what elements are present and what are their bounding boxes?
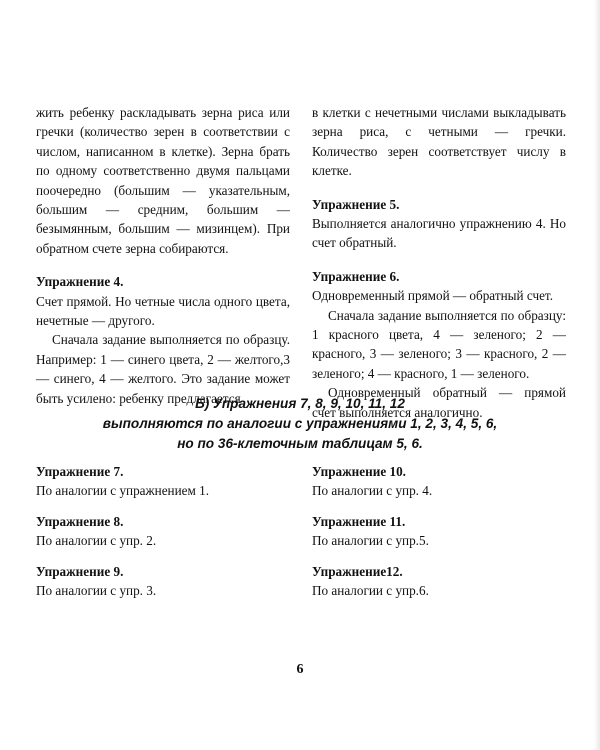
section-b-heading — [30, 394, 570, 454]
section-b-line-1: Б) Упражнения 7, 8, 9, 10, 11, 12 — [195, 396, 405, 411]
right-paragraph-continued: в клетки с нечетными числами выкладывать зерна риса, с четными — гречки. Количество зерен соответствует числу в клетке. — [312, 105, 566, 179]
exercise-4-text: Счет прямой. Но четные числа одного цвета, нечетные — другого. — [36, 293, 290, 329]
exercise-8-title: Упражнение 8. — [36, 514, 124, 529]
exercise-6-example: Сначала задание выполняется по образцу: 1 красного цвета, 4 — зеленого; 2 — красного, 3 — зеленого; 3 — красного, 2 — зеленого; 4 — красного, 1 — зеленого. — [312, 307, 566, 381]
exercise-5-title: Упражнение 5. — [312, 196, 400, 212]
exercise-9-title: Упражнение 9. — [36, 564, 124, 579]
exercise-10 — [312, 462, 432, 501]
page-number: 6 — [296, 662, 304, 677]
exercise-9-text: По аналогии с упр. 3. — [36, 583, 157, 599]
exercise-7-text: По аналогии с упражнением 1. — [36, 483, 210, 499]
exercise-10-title: Упражнение 10. — [312, 464, 406, 479]
exercise-11-title: Упражнение 11. — [312, 514, 406, 529]
exercise-11-text: По аналогии с упр.5. — [312, 533, 429, 549]
exercise-7 — [36, 462, 209, 501]
left-paragraph-continued: жить ребенку раскладывать зерна риса или гречки (количество зерен в соответствии с числом, написанном в клетке). Зерна брать по одному соответственно двумя пальцами поочередно (большим — указательным, большим — средним, большим — безымянным, большим — мизинцем). При обратном счете зерна собираются. — [36, 105, 290, 256]
section-b-line-2: выполняются по аналогии с упражнениями 1, 2, 3, 4, 5, 6, — [102, 416, 498, 431]
exercise-6-text: Одновременный прямой — обратный счет. — [312, 288, 553, 304]
page-edge-shadow — [594, 0, 600, 750]
exercise-12-text: По аналогии с упр.6. — [312, 583, 429, 599]
exercise-6-reverse: Одновременный обратный — прямой счет выполняется аналогично. — [312, 385, 566, 420]
exercise-8 — [36, 512, 156, 551]
exercise-5-text: Выполняется аналогично упражнению 4. Но счет обратный. — [312, 216, 566, 251]
right-column — [312, 103, 566, 422]
exercise-6-title: Упражнение 6. — [312, 268, 400, 284]
exercise-9 — [36, 562, 156, 601]
exercise-11 — [312, 512, 429, 551]
exercise-4-title: Упражнение 4. — [36, 274, 124, 290]
exercise-7-title: Упражнение 7. — [36, 464, 124, 479]
exercise-10-text: По аналогии с упр. 4. — [312, 483, 433, 499]
left-column — [36, 103, 290, 408]
exercise-12-title: Упражнение12. — [312, 564, 403, 579]
exercise-4-example: Сначала задание выполняется по образцу. Например: 1 — синего цвета, 2 — желтого,3 — синего, 4 — желтого. Это задание может быть усилено: ребенку предлагается — [36, 332, 290, 406]
section-b-line-3: но по 36-клеточным таблицам 5, 6. — [177, 436, 423, 451]
exercise-8-text: По аналогии с упр. 2. — [36, 533, 157, 549]
exercise-12 — [312, 562, 429, 601]
